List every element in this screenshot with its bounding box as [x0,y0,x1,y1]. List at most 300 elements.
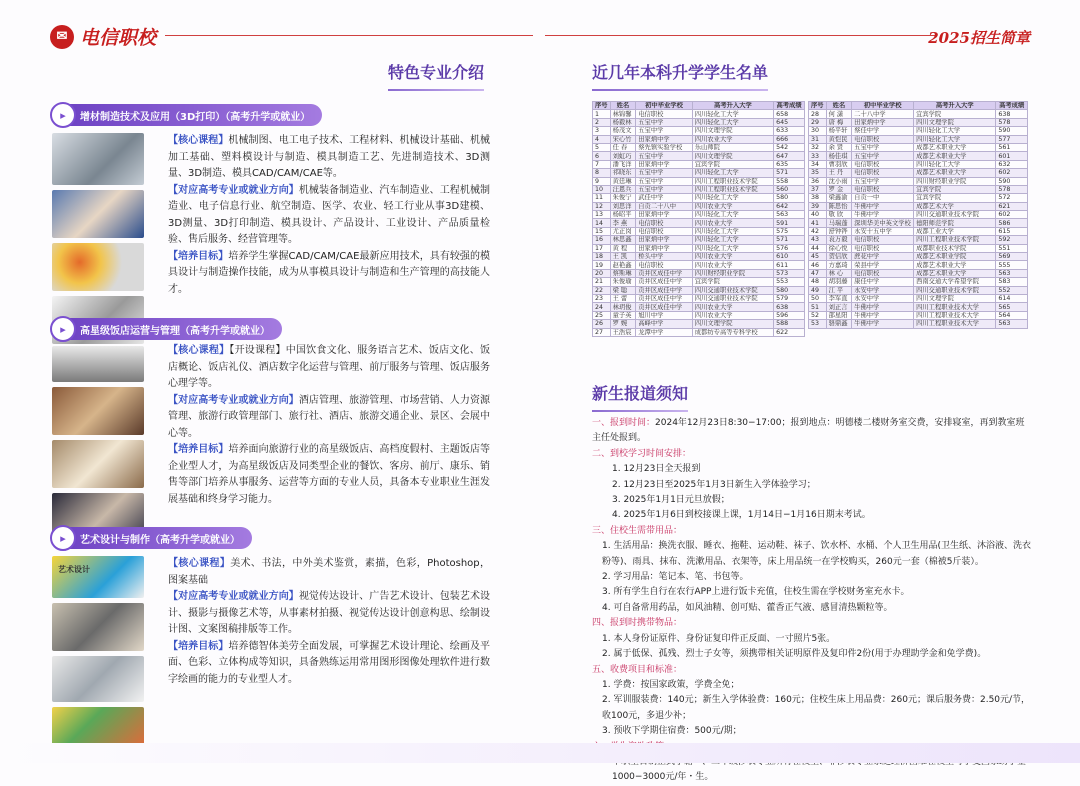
table-cell: 西南交通大学希望学院 [914,278,996,286]
photo-caption: 艺术设计 [58,565,90,574]
table-cell: 569 [996,253,1028,261]
photo-gallery [52,656,144,702]
table-cell: 578 [996,185,1028,193]
table-cell: 四川文理学院 [692,320,773,328]
table-cell: 601 [996,152,1028,160]
table-row [809,194,1028,202]
table-row [593,202,805,210]
table-cell: 蔡佳中学 [852,127,914,135]
table-cell: 四川轻化工大学 [692,227,773,235]
table-cell: 30 [809,127,827,135]
play-icon: ▸ [50,316,76,342]
notice-text: 1000−3000元/年・生。 [612,772,714,783]
notice-line [592,478,1032,493]
photo-students [52,190,144,238]
table-cell: 宜宾学院 [914,185,996,193]
notice-line [592,693,1032,724]
table-cell: 成都纺专高等专科学校 [692,328,773,336]
table-cell: 电信职校 [852,185,914,193]
notice-line [592,647,1032,662]
table-cell: 555 [996,261,1028,269]
table-row [593,143,805,151]
table-cell: 31 [809,135,827,143]
table-cell: 荣县中学 [852,261,914,269]
table-row [809,152,1028,160]
column-header: 姓名 [826,102,852,110]
table-row [809,202,1028,210]
notice-line [592,724,1032,739]
table-cell: 638 [996,110,1028,118]
table-cell: 590 [996,127,1028,135]
table-cell: 583 [996,278,1028,286]
notice-body [592,416,1032,786]
table-row [593,311,805,319]
table-cell: 五宝中学 [852,177,914,185]
student-table-b [808,101,1028,329]
table-cell: 蔡先镇实验学校 [636,143,693,151]
right-section-title: 近几年本科升学学生名单 [592,60,768,91]
table-cell: 牛佛中学 [852,320,914,328]
table-cell: 14 [593,219,611,227]
table-cell: 四川轻化工大学 [914,127,996,135]
notice-line [592,616,1032,631]
table-row [593,294,805,302]
table-cell: 576 [774,244,805,252]
table-cell: 宜宾学院 [692,160,773,168]
column-header: 高考成绩 [996,102,1028,110]
table-cell: 林锦馨 [610,110,636,118]
table-cell: 575 [774,227,805,235]
table-cell: 任 春 [610,143,636,151]
table-cell: 563 [774,211,805,219]
column-header: 序号 [809,102,827,110]
notice-text: 4. 2025年1月6日到校接课上课，1月14日−1月16日期末考试。 [612,510,871,521]
table-cell: 28 [809,110,827,118]
table-cell: 5 [593,143,611,151]
table-cell: 19 [593,261,611,269]
column-header: 初中毕业学校 [852,102,914,110]
table-row [593,177,805,185]
table-cell: 23 [593,294,611,302]
notice-line [592,524,1032,539]
table-row [593,227,805,235]
table-cell: 四川财经职业学院 [914,177,996,185]
table-cell: 四川轻化工大学 [692,236,773,244]
photo-art-design [52,556,144,598]
table-cell: 朱俊瑜 [610,278,636,286]
table-cell: 胡羽藤 [826,278,852,286]
table-cell: 杨茂文 [610,127,636,135]
table-cell: 桥头中学 [636,253,693,261]
table-cell: 638 [774,303,805,311]
table-cell: 刘思洋 [610,202,636,210]
table-cell: 宜宾学院 [914,110,996,118]
table-cell: 四川农业大学 [692,253,773,261]
table-cell: 614 [996,294,1028,302]
table-cell: 553 [774,278,805,286]
table-cell: 42 [809,227,827,235]
table-cell: 27 [593,328,611,336]
table-cell: 牛佛中学 [852,311,914,319]
table-cell: 贡井区成佳中学 [636,286,693,294]
table-cell: 五宝中学 [636,185,693,193]
table-cell: 610 [774,253,805,261]
table-cell: 四川交通职业技术学院 [914,211,996,219]
table-cell: 电信职校 [636,227,693,235]
table-cell: 杨昭平 [610,211,636,219]
notice-text: 2. 属于低保、孤残、烈士子女等，须携带相关证明原件及复印件2份(用于办理助学金和免学费)。 [602,649,987,660]
notice-heading: 四、报到时携带物品： [592,618,683,629]
photo-studio [52,603,144,651]
table-cell: 四川农业大学 [692,303,773,311]
table-cell: 602 [996,211,1028,219]
table-cell: 32 [809,143,827,151]
table-cell: 22 [593,286,611,294]
table-cell: 牛佛中学 [852,202,914,210]
table-cell: 曹羽欣 [826,160,852,168]
table-cell: 祁晓东 [610,169,636,177]
table-cell: 13 [593,211,611,219]
notice-line [592,663,1032,678]
table-row [593,278,805,286]
notice-heading: 一、报到时间： [592,418,656,428]
table-cell: 王 蕾 [610,294,636,302]
table-cell: 五宝中学 [852,152,914,160]
table-cell: 四川轻化工大学 [692,118,773,126]
table-cell: 成都职业技术学院 [914,244,996,252]
major-2-title: ▸ 高星级饭店运营与管理（高考升学或就业） [52,318,282,340]
table-cell: 贡井区成佳中学 [636,303,693,311]
table-cell: 罗 金 [826,185,852,193]
table-row [593,244,805,252]
table-cell: 成都艺术职业大学 [914,269,996,277]
table-row [809,303,1028,311]
table-cell: 武佳中学 [636,194,693,202]
table-cell: 632 [996,160,1028,168]
table-row [809,110,1028,118]
table-cell: 580 [774,286,805,294]
table-row [809,244,1028,252]
table-cell: 四川文理学院 [914,118,996,126]
column-header: 高考升入大学 [692,102,773,110]
table-row [593,253,805,261]
table-row [809,269,1028,277]
table-row [593,320,805,328]
notice-line [592,539,1032,570]
table-cell: 黄 程 [610,244,636,252]
table-cell: 17 [593,244,611,252]
table-cell: 江 平 [826,286,852,294]
table-cell: 成都艺术职业学院 [914,253,996,261]
table-cell: 602 [996,169,1028,177]
table-cell: 成都艺术职业大学 [914,152,996,160]
table-cell: 成都艺术职业大学 [914,261,996,269]
table-cell: 四川工程职业技术大学 [914,320,996,328]
table-cell: 康佳中学 [852,278,914,286]
play-icon: ▸ [50,525,76,551]
table-cell: 21 [593,278,611,286]
table-cell: 五宝中学 [636,152,693,160]
table-cell: 舒钟铧 [826,227,852,235]
table-cell: 罗 婉 [610,320,636,328]
notice-text: 2. 军训服装费：140元；新生入学体验费：160元；住校生床上用品费：260元；课后服务费：2.50元/节，收100元，多退少补； [602,695,1031,721]
table-cell: 电信职校 [852,135,914,143]
table-cell: 9 [593,177,611,185]
table-row [593,169,805,177]
table-cell: 电信职校 [852,169,914,177]
table-cell: 李军直 [826,294,852,302]
table-cell: 四川工程职业技术学院 [692,177,773,185]
table-cell: 田家炳中学 [636,244,693,252]
table-cell: 551 [996,244,1028,252]
table-row [809,143,1028,151]
table-cell: 571 [774,169,805,177]
table-row [809,227,1028,235]
table-cell: 658 [774,110,805,118]
table-row [593,211,805,219]
table-cell: 542 [774,143,805,151]
table-cell: 579 [774,294,805,302]
table-cell: 杨佳琪 [826,152,852,160]
table-cell: 578 [996,118,1028,126]
table-cell: 四川文理学院 [692,152,773,160]
table-cell: 四川轻化工大学 [692,110,773,118]
table-cell: 560 [774,185,805,193]
table-row [593,110,805,118]
table-cell: 48 [809,278,827,286]
table-cell: 方嘉琦 [826,261,852,269]
photo-restaurant [52,387,144,435]
table-cell: 余 贤 [826,143,852,151]
table-cell: 电信职校 [636,261,693,269]
table-cell: 15 [593,227,611,235]
table-cell: 刘虹巧 [610,152,636,160]
table-row [809,160,1028,168]
table-cell: 五宝中学 [636,118,693,126]
table-cell: 29 [809,118,827,126]
notice-line [592,462,1032,477]
table-cell: 633 [774,127,805,135]
notice-line [592,508,1032,523]
column-header: 高考成绩 [774,102,805,110]
table-cell: 成都艺术职业大学 [914,169,996,177]
table-cell: 蔡斯琳 [610,269,636,277]
column-header: 序号 [593,102,611,110]
column-header: 姓名 [610,102,636,110]
table-cell: 永安十五中学 [852,227,914,235]
table-cell: 572 [996,194,1028,202]
table-cell: 成都艺术职业大学 [914,143,996,151]
table-cell: 五宝中学 [636,127,693,135]
table-cell: 潘飞洋 [610,160,636,168]
table-cell: 马瑞蓬 [826,219,852,227]
table-cell: 赵艳鑫 [610,261,636,269]
table-cell: 李 燕 [610,219,636,227]
table-cell: 26 [593,320,611,328]
table-cell: 宜宾学院 [692,278,773,286]
table-cell: 蔗花中学 [852,253,914,261]
table-cell: 旭川中学 [636,311,693,319]
table-cell: 贺信欣 [826,253,852,261]
notice-text: 1. 学费：按国家政策，学费全免； [602,679,740,690]
notice-text: 1. 本人身份证原件、身份证复印件正反面、一寸照片5张。 [602,633,836,644]
table-header [593,102,805,110]
table-cell: 37 [809,185,827,193]
header-rule-right [545,35,935,36]
header-rule-left [165,35,533,36]
table-row [809,127,1028,135]
table-cell: 41 [809,219,827,227]
table-cell: 18 [593,253,611,261]
table-cell: 朱俊宁 [610,194,636,202]
table-cell: 电信职校 [852,160,914,168]
table-cell: 12 [593,202,611,210]
table-row [593,236,805,244]
table-row [593,185,805,193]
table-cell: 自贡二十八中 [636,202,693,210]
photo-hotel-front [52,346,144,382]
table-cell: 德阳师范学院 [914,219,996,227]
table-row [593,328,805,336]
notice-title: 新生报道须知 [592,381,688,412]
notice-heading: 二、到校学习时间安排： [592,448,692,459]
table-cell: 561 [996,143,1028,151]
brand-title: 2025招生简章 [928,29,1030,47]
major-1-desc: 【核心课程】机械制图、电工电子技术、工程材料、机械设计基础、机械加工基础、塑料模设计与制造、模具制造工艺、先进制造技术、3D测量、3D制造、模具CAD/CAM/CAE等。 【对应高考专业或就业方向】机械装备制造业、汽车制造业、工程机械制造业、电子信息行业、航空制造、医学、农业、轻工行业从事3D建模、3D测量、3D打印制造、模具设计、产品设计、工业设计、产品质量检验、售后服务、经营管理等。 【培养目标】培养学生掌握CAD/CAM/CAE最新应用技术，具有较强的模具设计与制造操作技能，成为从事模具设计与制造和生产管理的高技能人才。 [168,135,491,295]
logo-text: 电信职校 [80,27,157,49]
table-cell: 杨平轩 [826,127,852,135]
major-1-title: ▸ 增材制造技术及应用（3D打印）（高考升学或就业） [52,104,322,126]
play-icon: ▸ [50,102,76,128]
table-cell: 五宝中学 [636,169,693,177]
logo-icon: ✉ [50,25,74,49]
table-cell: 647 [774,152,805,160]
notice-text: 2. 12月23日至2025年1月3日新生入学体验学习； [612,479,816,490]
student-table-a [592,101,805,337]
left-section-title: 特色专业介绍 [388,60,484,91]
table-cell: 49 [809,286,827,294]
table-cell: 52 [809,311,827,319]
table-cell: 577 [996,135,1028,143]
table-cell: 四川轻化工大学 [692,211,773,219]
table-cell: 四川农业大学 [692,219,773,227]
school-logo [50,23,156,50]
table-cell: 36 [809,177,827,185]
table-cell: 电信职校 [636,110,693,118]
table-row [809,169,1028,177]
table-cell: 50 [809,294,827,302]
photo-3d-models [52,243,144,291]
table-cell: 四川交通职业技术学院 [692,286,773,294]
major-3-desc: 【核心课程】美术、书法，中外美术鉴赏，素描，色彩，Photoshop，图案基础 【对应高考专业或就业方向】视觉传达设计、广告艺术设计、包装艺术设计、摄影与摄像艺术等，从事素材拍摄、视觉传达设计创意构思、绘制设计图、文案图稿排版等工作。 【培养目标】培养德智体美劳全面发展，可掌握艺术设计理论、绘画及平面、色彩、立体构成等知识，具备熟练运用常用图形图像处理软件进行数字绘画的能力的专业型人才。 [168,558,491,685]
table-cell: 563 [996,269,1028,277]
notice-line [592,447,1032,462]
table-cell: 8 [593,169,611,177]
table-row [809,294,1028,302]
table-cell: 王浩宸 [610,328,636,336]
table-cell: 四川文理学院 [692,127,773,135]
notice-text: 2. 学习用品：笔记本、笔、书包等。 [602,572,749,583]
table-cell: 45 [809,253,827,261]
major-1-photos [52,133,144,344]
table-cell: 3 [593,127,611,135]
table-row [593,127,805,135]
table-cell: 杨毅林 [610,118,636,126]
table-cell: 34 [809,160,827,168]
table-row [809,286,1028,294]
table-row [809,261,1028,269]
table-cell: 588 [774,320,805,328]
table-cell: 黄廷琳 [610,177,636,185]
notice-text: 1. 生活用品：换洗衣服、睡衣、拖鞋、运动鞋、袜子、饮水杯、水桶、个人卫生用品(卫生纸、沐浴液、洗衣粉等)、雨具、抹布、洗漱用品、衣架等，床上用品统一在学校购买，260元一套（棉被5斤装）。 [602,541,1031,567]
notice-heading: 三、住校生需带用品： [592,525,683,536]
notice-text: 3. 2025年1月1日元旦放假； [612,495,730,506]
table-cell: 宋心竹 [610,135,636,143]
table-cell: 林玥俊 [610,303,636,311]
table-row [809,118,1028,126]
table-cell: 590 [996,177,1028,185]
table-cell: 四川农业大学 [692,202,773,210]
table-cell: 黄恺民 [826,135,852,143]
table-cell: 580 [774,194,805,202]
table-cell: 645 [774,118,805,126]
table-cell: 永安中学 [852,294,914,302]
table-cell: 牛佛中学 [852,211,914,219]
table-row [809,320,1028,328]
table-cell: 53 [809,320,827,328]
table-cell: 621 [996,202,1028,210]
table-cell: 贡井区成佳中学 [636,278,693,286]
table-cell: 四川工程职业技术大学 [914,311,996,319]
table-cell: 573 [774,269,805,277]
column-header: 高考升入大学 [914,102,996,110]
table-cell: 四川轻化工大学 [692,194,773,202]
table-cell: 童子英 [610,311,636,319]
table-cell: 尤正岗 [610,227,636,235]
table-cell: 586 [996,219,1028,227]
notice-line [592,416,1032,447]
major-3-title: ▸ 艺术设计与制作（高考升学或就业） [52,527,252,549]
table-cell: 龙潭中学 [636,328,693,336]
table-cell: 成都工业大学 [914,227,996,235]
table-cell: 永安中学 [852,286,914,294]
table-cell: 贡井区成佳中学 [636,294,693,302]
footer-band [0,743,1080,763]
notice-text: 1. 12月23日全天报到 [612,464,701,475]
table-cell: 四川农业大学 [692,311,773,319]
page-header [0,0,1080,58]
table-cell: 46 [809,261,827,269]
table-row [593,286,805,294]
table-cell: 6 [593,152,611,160]
table-cell: 591 [774,219,805,227]
table-cell: 徐心悦 [826,244,852,252]
table-cell: 林 心 [826,269,852,277]
table-cell: 五宝中学 [636,177,693,185]
table-cell: 7 [593,160,611,168]
table-cell: 38 [809,194,827,202]
table-cell: 五宝中学 [852,143,914,151]
table-header [809,102,1028,110]
table-cell: 四川轻化工大学 [692,244,773,252]
table-cell: 571 [774,236,805,244]
table-cell: 刘正言 [826,303,852,311]
table-cell: 四川财经职业学院 [692,269,773,277]
table-cell: 16 [593,236,611,244]
notice-line [592,570,1032,585]
column-header: 初中毕业学校 [636,102,693,110]
table-cell: 552 [996,286,1028,294]
